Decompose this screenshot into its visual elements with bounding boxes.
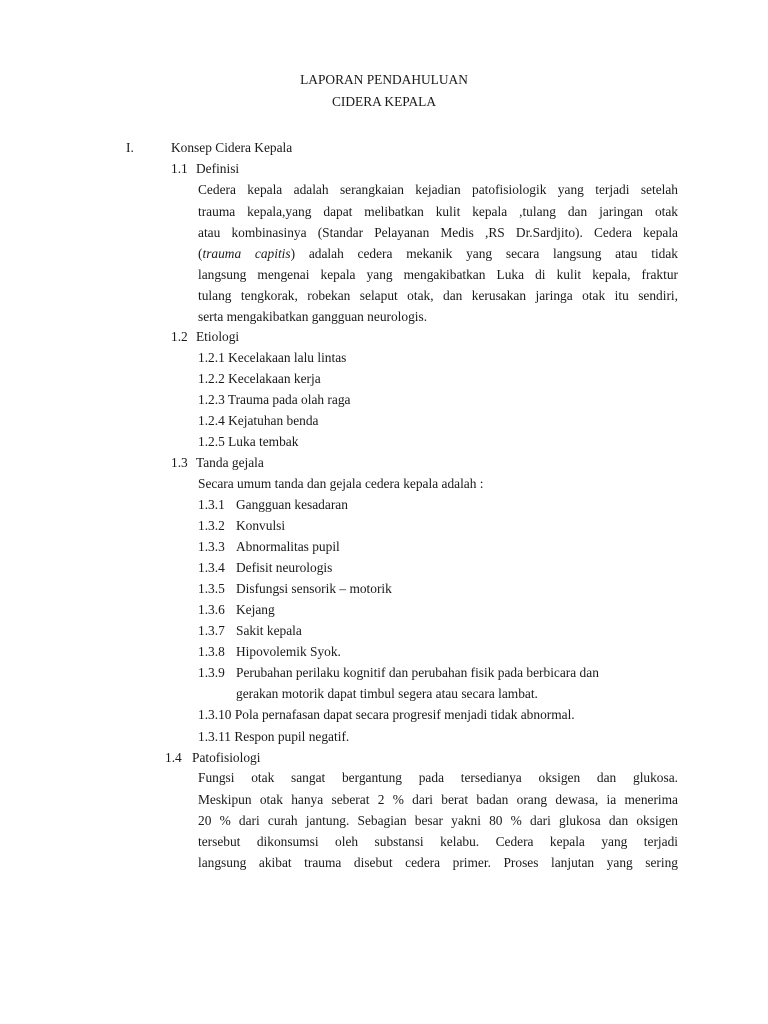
subsection-etiologi-title: Etiologi <box>196 329 240 344</box>
patofisiologi-line-1: Fungsi otak sangat bergantung pada tersedianya oksigen dan glukosa. <box>198 770 678 785</box>
tanda-item-text: Sakit kepala <box>236 623 302 638</box>
tanda-item-number: 1.3.9 <box>198 665 225 680</box>
etiologi-item: 1.2.1 Kecelakaan lalu lintas <box>198 350 347 365</box>
italic-term: trauma capitis <box>202 246 291 261</box>
tanda-item-text: Kejang <box>236 602 275 617</box>
patofisiologi-line-2: Meskipun otak hanya seberat 2 % dari berat badan orang dewasa, ia menerima <box>198 792 678 807</box>
paren-open: ( <box>198 246 203 261</box>
etiologi-item: 1.2.5 Luka tembak <box>198 434 299 449</box>
subsection-etiologi-number: 1.2 <box>171 329 188 344</box>
subsection-patofisiologi-number: 1.4 <box>165 750 182 765</box>
tanda-item-text: Defisit neurologis <box>236 560 333 575</box>
tanda-item-text: Perubahan perilaku kognitif dan perubahan fisik pada berbicara dan <box>236 665 599 680</box>
doc-title: LAPORAN PENDAHULUAN <box>300 72 468 87</box>
tanda-item-number: 1.3.5 <box>198 581 225 596</box>
etiologi-item: 1.2.4 Kejatuhan benda <box>198 413 319 428</box>
tanda-item-text: Abnormalitas pupil <box>236 539 340 554</box>
subsection-tanda-number: 1.3 <box>171 455 188 470</box>
subsection-definisi-title: Definisi <box>196 161 240 176</box>
doc-subtitle: CIDERA KEPALA <box>331 94 437 109</box>
section-title: Konsep Cidera Kepala <box>171 140 293 155</box>
tanda-item-number: 1.3.1 <box>198 497 225 512</box>
tanda-item-number: 1.3.7 <box>198 623 225 638</box>
definisi-line-4-rest: ) adalah cedera mekanik yang secara langsung atau tidak <box>290 246 678 261</box>
subsection-tanda-title: Tanda gejala <box>196 455 264 470</box>
subsection-definisi-number: 1.1 <box>171 161 188 176</box>
definisi-line-7: serta mengakibatkan gangguan neurologis. <box>198 309 428 324</box>
definisi-line-3: atau kombinasinya (Standar Pelayanan Medis ,RS Dr.Sardjito). Cedera kepala <box>198 225 678 240</box>
tanda-item: 1.3.11 Respon pupil negatif. <box>198 729 350 744</box>
tanda-item-number: 1.3.4 <box>198 560 225 575</box>
patofisiologi-line-5: langsung akibat trauma disebut cedera primer. Proses lanjutan yang sering <box>198 855 678 870</box>
tanda-item: 1.3.10 Pola pernafasan dapat secara progresif menjadi tidak abnormal. <box>198 707 575 722</box>
patofisiologi-line-3: 20 % dari curah jantung. Sebagian besar yakni 80 % dari glukosa dan oksigen <box>198 813 678 828</box>
tanda-item-text: Disfungsi sensorik – motorik <box>236 581 392 596</box>
definisi-line-1: Cedera kepala adalah serangkaian kejadian patofisiologik yang terjadi setelah <box>198 182 678 197</box>
tanda-item-text: Hipovolemik Syok. <box>236 644 341 659</box>
etiologi-item: 1.2.3 Trauma pada olah raga <box>198 392 351 407</box>
tanda-item-number: 1.3.6 <box>198 602 225 617</box>
definisi-line-4 <box>198 243 678 264</box>
tanda-item-number: 1.3.2 <box>198 518 225 533</box>
section-number: I. <box>126 140 134 155</box>
tanda-item-text-continuation: gerakan motorik dapat timbul segera atau secara lambat. <box>236 686 538 701</box>
definisi-line-6: tulang tengkorak, robekan selaput otak, dan kerusakan jaringa otak itu sendiri, <box>198 288 678 303</box>
definisi-line-5: langsung mengenai kepala yang mengakibatkan Luka di kulit kepala, fraktur <box>198 267 678 282</box>
tanda-item-number: 1.3.3 <box>198 539 225 554</box>
subsection-patofisiologi-title: Patofisiologi <box>192 750 261 765</box>
tanda-item-text: Konvulsi <box>236 518 286 533</box>
tanda-item-number: 1.3.8 <box>198 644 225 659</box>
tanda-intro: Secara umum tanda dan gejala cedera kepala adalah : <box>198 476 484 491</box>
etiologi-item: 1.2.2 Kecelakaan kerja <box>198 371 321 386</box>
tanda-item-text: Gangguan kesadaran <box>236 497 348 512</box>
patofisiologi-line-4: tersebut dikonsumsi oleh substansi kelabu. Cedera kepala yang terjadi <box>198 834 678 849</box>
definisi-line-2: trauma kepala,yang dapat melibatkan kulit kepala ,tulang dan jaringan otak <box>198 204 678 219</box>
